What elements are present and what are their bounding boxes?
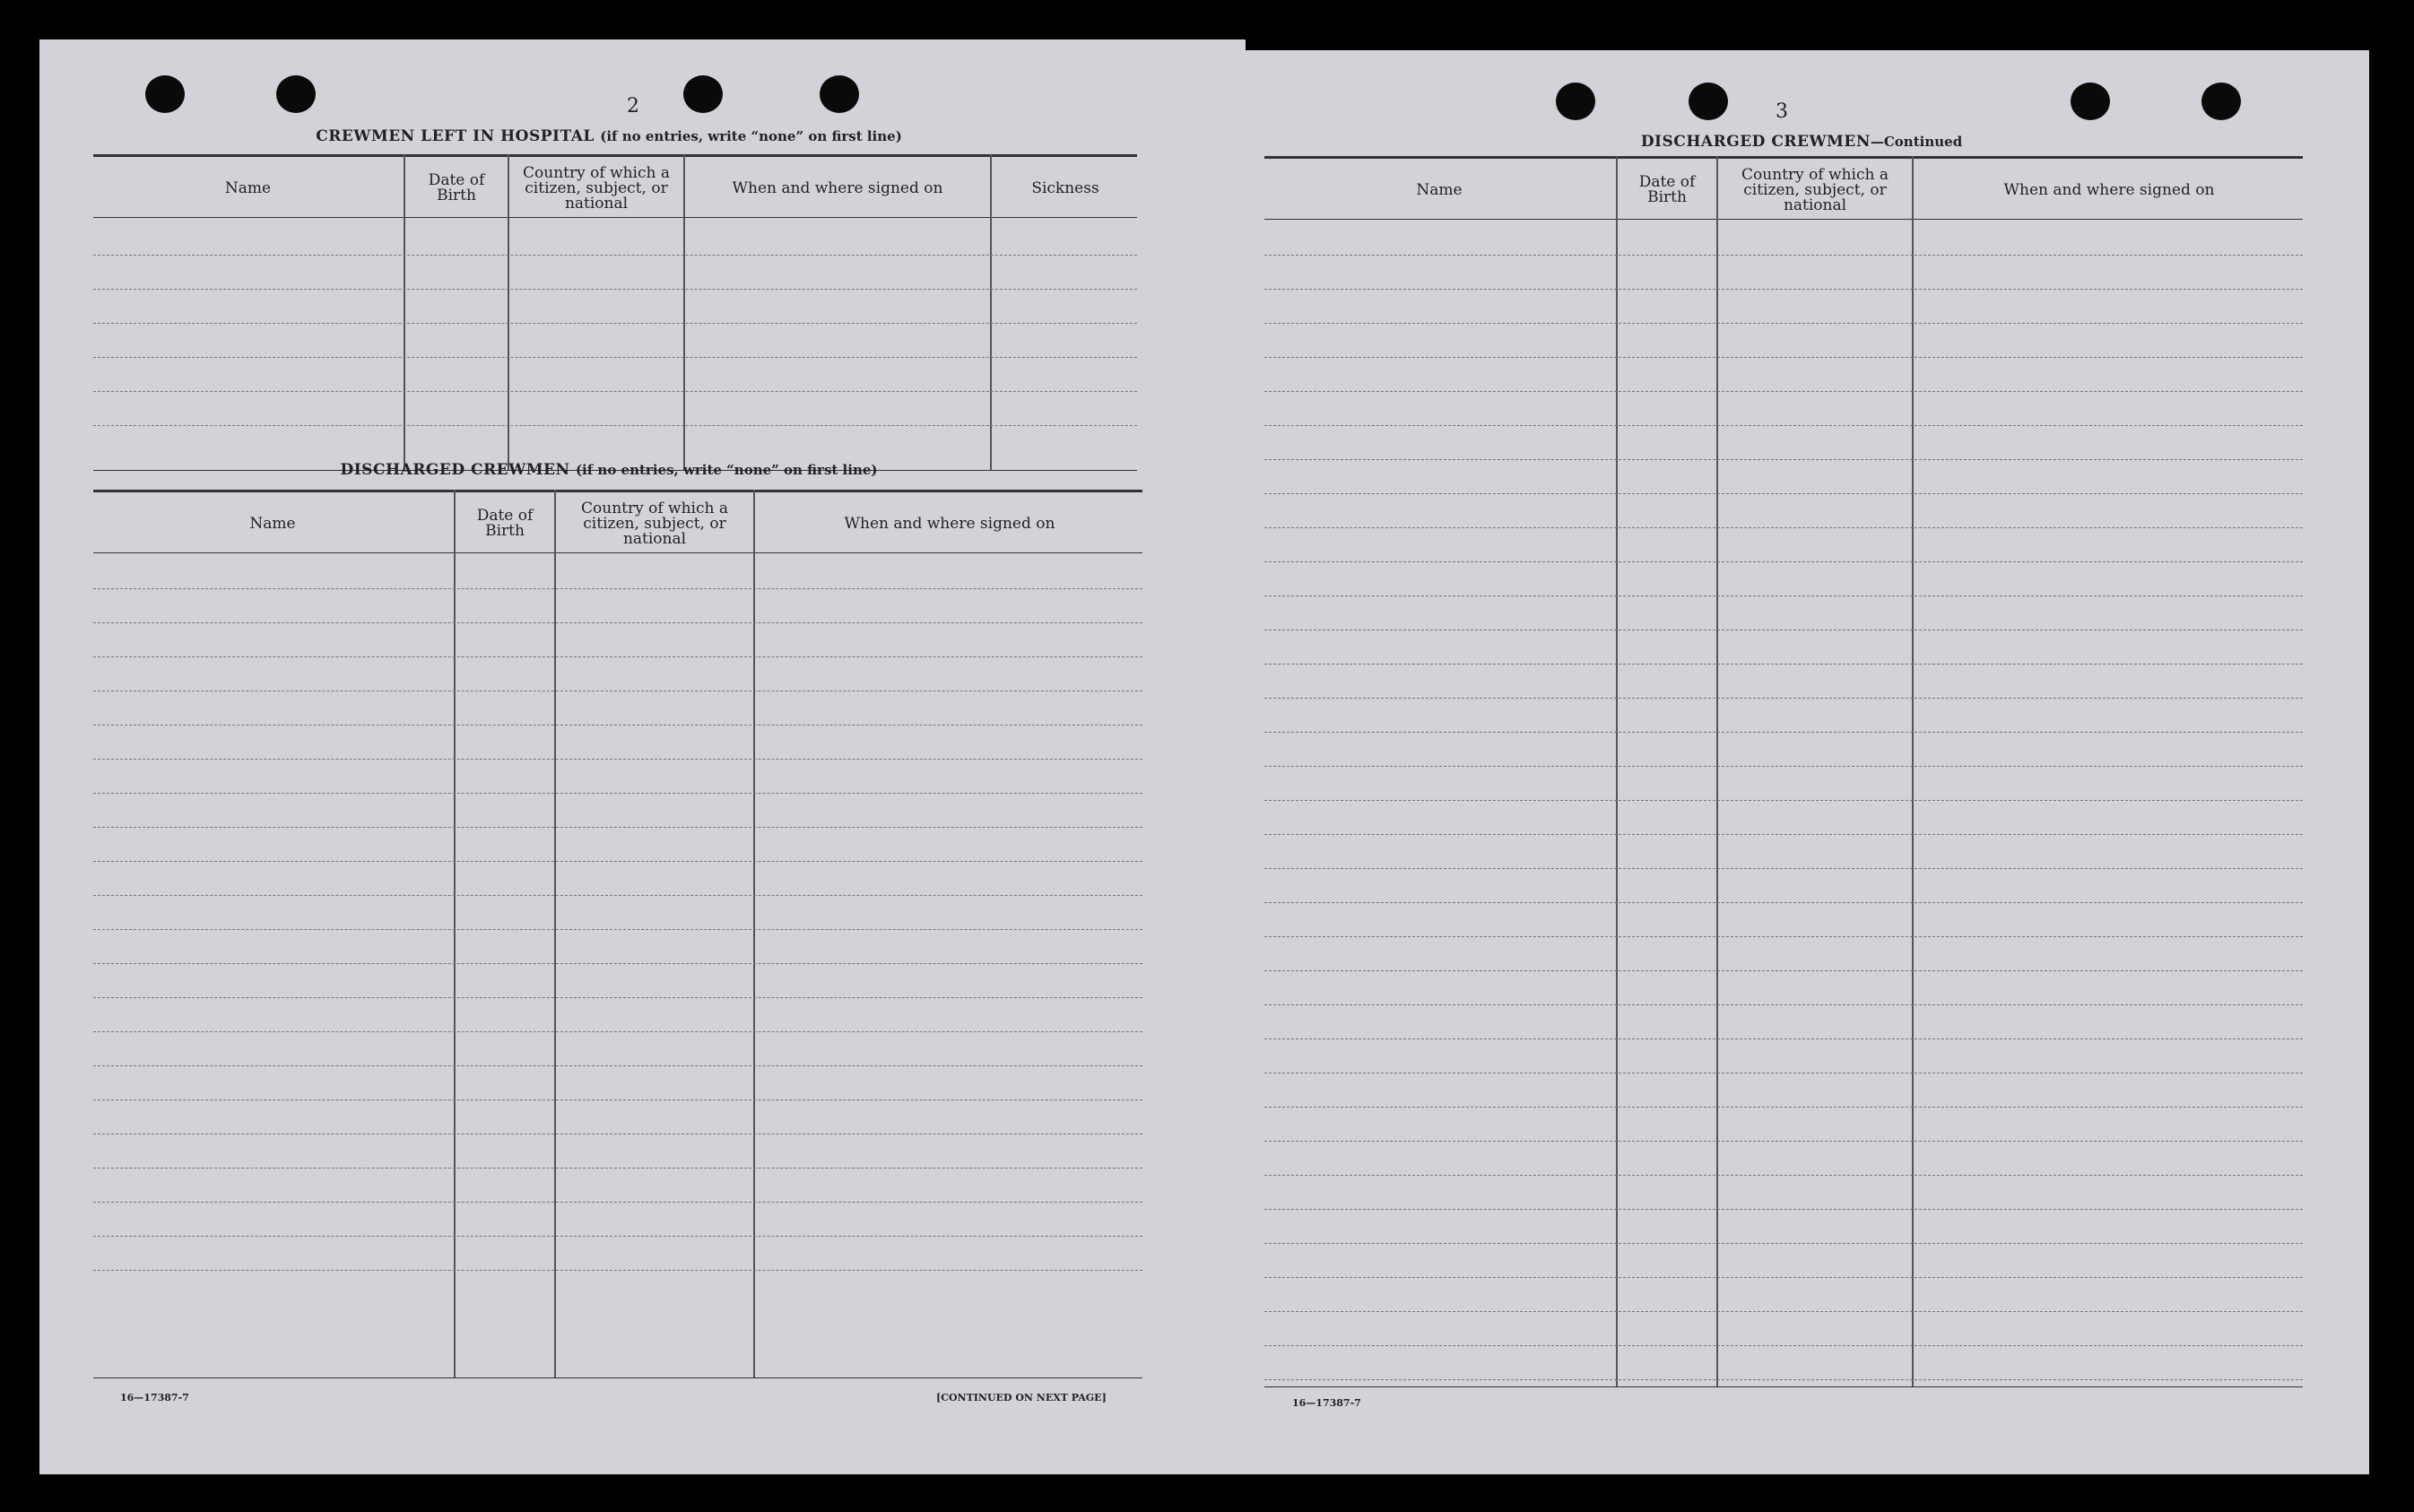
column-header-signed-on: When and where signed on [844,514,1055,533]
entry-line[interactable] [1264,1107,2303,1108]
entry-line[interactable] [93,1031,1142,1032]
entry-line[interactable] [1264,1004,2303,1005]
entry-line[interactable] [1264,1209,2303,1210]
entry-line[interactable] [1264,732,2303,733]
entry-line[interactable] [1264,561,2303,562]
entry-line[interactable] [1264,936,2303,937]
entry-line[interactable] [1264,357,2303,358]
entry-line[interactable] [93,725,1142,726]
column-header-name: Name [1416,180,1463,199]
column-header-signed-on: When and where signed on [732,178,943,197]
entry-line[interactable] [1264,595,2303,596]
column-header-signed-on: When and where signed on [2003,180,2215,199]
section-instruction: (if no entries, write “none” on first line) [575,462,878,478]
entry-line[interactable] [1264,527,2303,528]
entry-line[interactable] [1264,766,2303,767]
punch-hole [2071,83,2110,120]
entry-line[interactable] [93,622,1142,623]
entry-line[interactable] [93,1099,1142,1100]
entry-line[interactable] [1264,902,2303,903]
entry-line[interactable] [93,425,1137,426]
column-header-country: Country of which a citizen, subject, or national [1741,165,1889,214]
entry-line[interactable] [93,357,1137,358]
section-instruction: (if no entries, write “none” on first line) [600,128,902,144]
entry-line[interactable] [1264,289,2303,290]
discharged-continued-title [1281,133,2322,151]
entry-line[interactable] [1264,1038,2303,1039]
entry-line[interactable] [93,963,1142,964]
entry-line[interactable] [1264,255,2303,256]
entry-line[interactable] [1264,323,2303,324]
entry-line[interactable] [93,759,1142,760]
left-page [39,39,1246,1474]
entry-line[interactable] [93,1065,1142,1066]
column-header-country: Country of which a citizen, subject, or national [581,499,728,548]
entry-line[interactable] [93,929,1142,930]
entry-line[interactable] [1264,391,2303,392]
entry-line[interactable] [1264,1379,2303,1380]
entry-line[interactable] [93,656,1142,657]
entry-line[interactable] [1264,698,2303,699]
entry-line[interactable] [1264,1175,2303,1176]
discharged-table [93,490,1142,1386]
punch-hole [683,75,723,113]
entry-line[interactable] [93,1168,1142,1169]
entry-line[interactable] [1264,1141,2303,1142]
punch-hole [145,75,185,113]
discharged-continued-table [1264,156,2303,1394]
hospital-section-title [93,127,1125,145]
entry-line[interactable] [1264,1345,2303,1346]
entry-line[interactable] [93,588,1142,589]
entry-line[interactable] [93,997,1142,998]
page-number: 2 [627,95,639,117]
entry-line[interactable] [93,793,1142,794]
entry-line[interactable] [1264,970,2303,971]
entry-line[interactable] [1264,1277,2303,1278]
entry-line[interactable] [1264,493,2303,494]
entry-line[interactable] [93,1270,1142,1271]
entry-line[interactable] [1264,868,2303,869]
section-title: CREWMEN LEFT IN HOSPITAL [316,127,595,145]
entry-line[interactable] [93,1202,1142,1203]
column-header-sickness: Sickness [1031,178,1099,197]
page-number: 3 [1776,100,1788,123]
entry-line[interactable] [93,323,1137,324]
punch-hole [276,75,316,113]
section-continued: —Continued [1870,134,1963,150]
entry-line[interactable] [93,391,1137,392]
punch-hole [1556,83,1595,120]
entry-line[interactable] [93,827,1142,828]
form-number: 16—17387-7 [1292,1397,1361,1409]
entry-line[interactable] [1264,459,2303,460]
punch-hole [2201,83,2241,120]
entry-line[interactable] [1264,664,2303,665]
section-title: DISCHARGED CREWMEN [340,461,570,479]
entry-line[interactable] [93,861,1142,862]
entry-line[interactable] [93,255,1137,256]
punch-hole [1689,83,1728,120]
entry-line[interactable] [1264,800,2303,801]
column-header-country: Country of which a citizen, subject, or national [523,163,670,213]
discharged-section-title [93,461,1125,479]
right-page [1246,50,2369,1474]
entry-line[interactable] [1264,1243,2303,1244]
entry-line[interactable] [93,289,1137,290]
punch-hole [820,75,859,113]
hospital-table [93,154,1137,477]
form-number: 16—17387-7 [120,1392,189,1403]
column-header-date-of-birth: Date of Birth [1638,173,1696,206]
column-header-name: Name [224,178,272,197]
entry-line[interactable] [93,1236,1142,1237]
entry-line[interactable] [1264,834,2303,835]
section-title: DISCHARGED CREWMEN [1640,133,1871,151]
column-header-date-of-birth: Date of Birth [476,507,534,540]
entry-line[interactable] [1264,1311,2303,1312]
entry-line[interactable] [1264,425,2303,426]
entry-line[interactable] [93,895,1142,896]
continued-note: [CONTINUED ON NEXT PAGE] [936,1392,1107,1403]
column-header-name: Name [249,514,296,533]
column-header-date-of-birth: Date of Birth [428,171,485,204]
